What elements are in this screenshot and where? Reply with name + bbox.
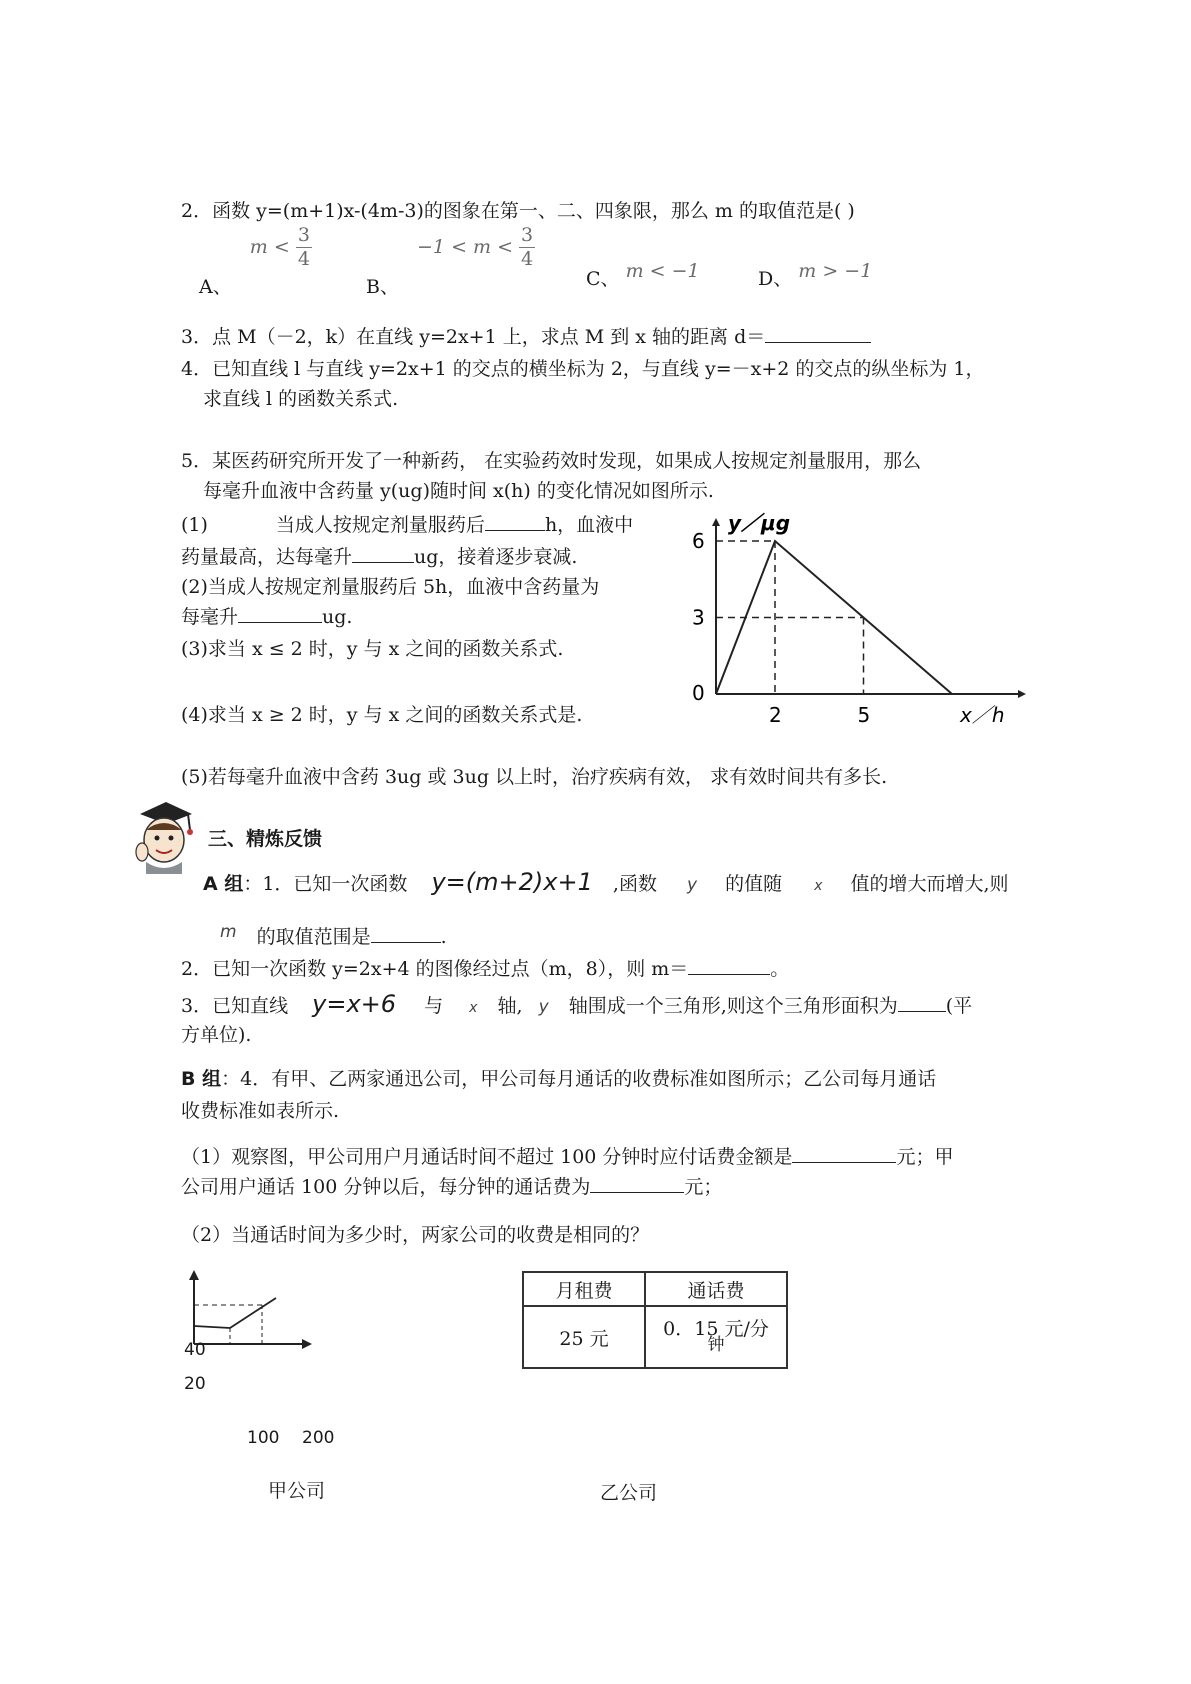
option-a-math: m < $\frac{3}{4}$	[249, 224, 310, 270]
question-5-part4: (4)求当 x ≥ 2 时，y 与 x 之间的函数关系式是.	[181, 704, 583, 726]
group-a-label: A 组	[203, 873, 244, 895]
question-5-part3: (3)求当 x ≤ 2 时，y 与 x 之间的函数关系式.	[181, 638, 564, 660]
group-b-question-4-line2: 收费标准如表所示.	[181, 1100, 340, 1122]
y-axis-label: y／μg	[728, 511, 791, 535]
option-d-label: D、	[758, 268, 793, 290]
question-4-line2: 求直线 l 的函数关系式.	[203, 388, 399, 410]
option-c	[586, 260, 700, 291]
option-d-math: m > −1	[798, 260, 873, 282]
group-b-question-4-part2: （2）当通话时间为多少时，两家公司的收费是相同的？	[181, 1224, 650, 1246]
question-3	[181, 322, 871, 349]
company-a-caption: 甲公司	[268, 1480, 326, 1502]
question-5-part2-line1: (2)当成人按规定剂量服药后 5h，血液中含药量为	[181, 576, 600, 598]
y-axis-arrow-icon	[189, 1270, 199, 1280]
option-c-label: C、	[586, 268, 620, 290]
answer-blank	[352, 544, 414, 563]
group-b-question-4-part1-line1: （1）观察图，甲公司用户月通话时间不超过 100 分钟时应付话费金额是 元；甲	[181, 1146, 954, 1168]
x-tick-label: 100	[247, 1428, 280, 1448]
question-5-part1-line2: 药量最高，达每毫升 ug，接着逐步衰减.	[181, 546, 578, 568]
table-cell-monthly-fee: 25 元	[523, 1306, 645, 1368]
answer-blank	[898, 993, 946, 1012]
x-tick-label: 200	[302, 1428, 335, 1448]
table-cell-call-fee: 0．15 元/分 钟	[645, 1306, 787, 1368]
answer-blank	[485, 512, 545, 531]
equation-a3: y=x+6	[312, 990, 397, 1018]
question-5-part5: (5)若每毫升血液中含药 3ug 或 3ug 以上时，治疗疾病有效， 求有效时间共有多长.	[181, 766, 888, 788]
y-tick-label: 3	[692, 605, 705, 630]
origin-label: 0	[692, 681, 705, 705]
question-5-line1: 5．某医药研究所开发了一种新药， 在实验药效时发现，如果成人按规定剂量服用，那么	[181, 450, 922, 472]
company-a-chart	[186, 1268, 314, 1350]
table-header: 月租费	[523, 1272, 645, 1306]
question-4-line1: 4．已知直线 l 与直线 y=2x+1 的交点的横坐标为 2，与直线 y=－x+2 的交点的纵坐标为 1，	[181, 358, 985, 380]
group-a-question-2: 2．已知一次函数 y=2x+4 的图像经过点（m，8），则 m＝ 。	[181, 958, 790, 980]
x-axis-arrow-icon	[1018, 690, 1026, 698]
group-a-question-3-line2: 方单位).	[181, 1024, 252, 1046]
answer-blank	[765, 324, 871, 343]
option-b-math: −1 < m < $\frac{3}{4}$	[417, 224, 534, 270]
option-a-label: A、	[199, 275, 232, 298]
option-a	[199, 224, 312, 298]
question-5-line2: 每毫升血液中含药量 y(ug)随时间 x(h) 的变化情况如图所示.	[203, 480, 714, 502]
answer-blank	[590, 1174, 684, 1193]
teacher-mascot-icon	[130, 796, 196, 874]
group-a-question-1: A 组：1．已知一次函数 y=(m+2)x+1 ,函数 y 的值随 x 值的增大而增大,则	[203, 868, 1009, 896]
company-b-fee-table	[522, 1271, 788, 1369]
x-tick-label: 5	[857, 703, 871, 727]
option-b-label: B、	[366, 275, 399, 298]
table-header: 通话费	[645, 1272, 787, 1306]
question-5-part1-line1: (1) 当成人按规定剂量服药后 h，血液中	[181, 514, 634, 536]
group-b-question-4-part1-line2: 公司用户通话 100 分钟以后，每分钟的通话费为 元；	[181, 1176, 723, 1198]
y-tick-label: 6	[692, 529, 705, 553]
equation-a1: y=(m+2)x+1	[431, 868, 593, 896]
section-3-title: 三、精炼反馈	[208, 828, 323, 850]
group-b-question-4-line1: B 组：4．有甲、乙两家通迅公司，甲公司每月通话的收费标准如图所示；乙公司每月通话	[181, 1068, 937, 1090]
answer-blank	[238, 604, 322, 623]
group-b-label: B 组	[181, 1068, 222, 1090]
y-tick-label: 40	[184, 1340, 206, 1360]
x-axis-arrow-icon	[302, 1339, 312, 1349]
question-3-text: 3．点 M（－2，k）在直线 y=2x+1 上，求点 M 到 x 轴的距离 d＝	[181, 326, 766, 348]
option-b	[366, 224, 535, 298]
answer-blank	[688, 956, 770, 975]
question-2-text: 2．函数 y=(m+1)x-(4m-3)的图象在第一、二、四象限，那么 m 的取值范是( )	[181, 200, 855, 222]
x-axis-label: x／h	[960, 703, 1005, 727]
group-a-question-3: 3．已知直线 y=x+6 与 x 轴, y 轴围成一个三角形,则这个三角形面积为 (平	[181, 990, 973, 1018]
concentration-series-line	[716, 541, 952, 694]
answer-blank	[792, 1144, 896, 1163]
question-5-part2-line2: 每毫升 ug.	[181, 606, 353, 628]
option-c-math: m < −1	[625, 260, 700, 282]
y-tick-label: 20	[184, 1374, 206, 1394]
drug-concentration-chart	[686, 504, 1026, 734]
company-b-caption: 乙公司	[600, 1482, 658, 1504]
x-tick-label: 2	[769, 703, 782, 727]
fee-series-line	[194, 1298, 276, 1328]
option-d	[758, 260, 873, 291]
y-axis-arrow-icon	[712, 518, 720, 526]
group-a-question-1-line2: m 的取值范围是 .	[220, 922, 447, 948]
answer-blank	[371, 924, 441, 943]
